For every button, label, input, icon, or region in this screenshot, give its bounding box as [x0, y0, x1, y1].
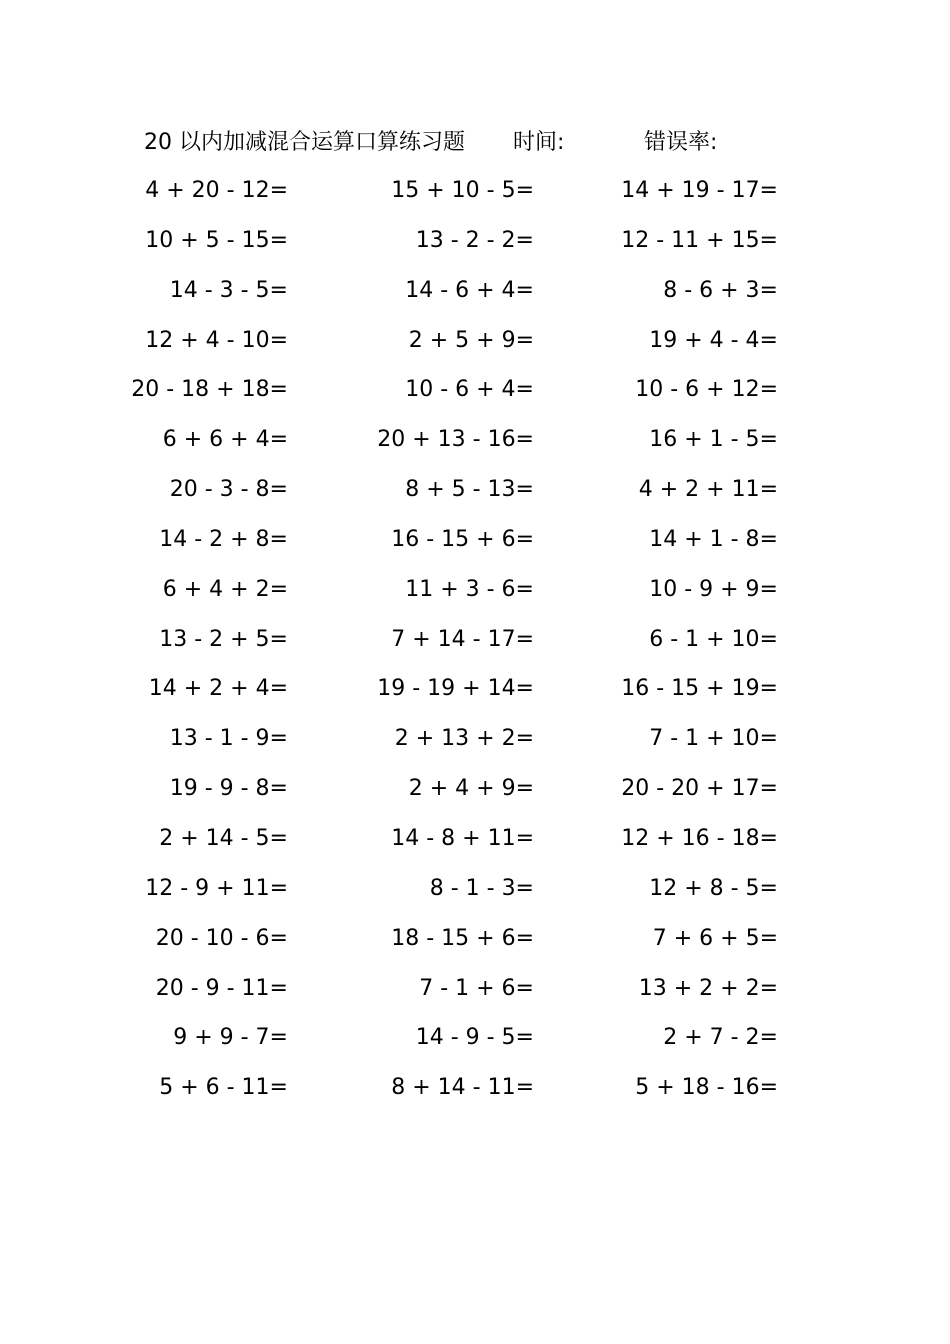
worksheet-header	[144, 126, 844, 160]
problem-item: 7 - 1 + 10=	[649, 726, 778, 752]
problem-item: 7 + 14 - 17=	[391, 626, 534, 652]
problem-item: 7 - 1 + 6=	[419, 975, 534, 1001]
problem-item: 20 - 9 - 11=	[155, 975, 288, 1001]
problem-item: 13 - 1 - 9=	[169, 726, 288, 752]
problem-item: 12 + 8 - 5=	[649, 875, 778, 901]
problem-item: 4 + 2 + 11=	[638, 477, 778, 503]
problem-item: 14 + 19 - 17=	[621, 178, 778, 203]
problem-item: 12 - 11 + 15=	[621, 227, 778, 253]
problem-item: 14 - 2 + 8=	[159, 526, 288, 552]
problem-item: 7 + 6 + 5=	[652, 925, 778, 951]
problem-item: 14 + 2 + 4=	[148, 676, 288, 702]
problem-item: 6 + 4 + 2=	[162, 576, 288, 602]
problem-item: 6 - 1 + 10=	[649, 626, 778, 652]
problem-item: 14 - 8 + 11=	[391, 825, 534, 851]
problem-item: 20 + 13 - 16=	[377, 427, 534, 453]
problem-item: 20 - 10 - 6=	[155, 925, 288, 951]
problem-item: 15 + 10 - 5=	[391, 178, 534, 203]
problem-item: 11 + 3 - 6=	[405, 576, 534, 602]
error-rate-label: 错误率:	[644, 130, 718, 155]
problem-item: 6 + 6 + 4=	[162, 427, 288, 453]
problem-item: 5 + 18 - 16=	[635, 1075, 778, 1101]
problem-item: 14 - 9 - 5=	[415, 1025, 534, 1051]
problem-column-3	[570, 174, 790, 1121]
problem-item: 10 + 5 - 15=	[145, 227, 288, 253]
problem-item: 9 + 9 - 7=	[173, 1025, 288, 1051]
problem-item: 13 + 2 + 2=	[638, 975, 778, 1001]
problem-item: 12 - 9 + 11=	[145, 875, 288, 901]
problem-item: 12 + 16 - 18=	[621, 825, 778, 851]
problem-item: 14 - 3 - 5=	[169, 277, 288, 303]
problem-item: 8 - 6 + 3=	[663, 277, 778, 303]
problem-item: 8 + 14 - 11=	[391, 1075, 534, 1101]
worksheet-title: 20 以内加减混合运算口算练习题	[144, 130, 465, 155]
problem-item: 13 - 2 - 2=	[415, 227, 534, 253]
problem-item: 10 - 6 + 4=	[405, 377, 534, 403]
problem-item: 2 + 7 - 2=	[663, 1025, 778, 1051]
problem-item: 2 + 13 + 2=	[394, 726, 534, 752]
problem-item: 18 - 15 + 6=	[391, 925, 534, 951]
problem-item: 10 - 9 + 9=	[649, 576, 778, 602]
problem-item: 2 + 5 + 9=	[408, 327, 534, 353]
problem-item: 10 - 6 + 12=	[635, 377, 778, 403]
problem-item: 19 + 4 - 4=	[649, 327, 778, 353]
problem-item: 2 + 4 + 9=	[408, 776, 534, 802]
problem-item: 14 - 6 + 4=	[405, 277, 534, 303]
problem-item: 20 - 20 + 17=	[621, 776, 778, 802]
problem-column-1	[76, 174, 296, 1121]
problem-item: 20 - 3 - 8=	[169, 477, 288, 503]
problem-item: 13 - 2 + 5=	[159, 626, 288, 652]
problem-item: 19 - 19 + 14=	[377, 676, 534, 702]
problem-item: 8 - 1 - 3=	[429, 875, 534, 901]
problem-item: 2 + 14 - 5=	[159, 825, 288, 851]
problem-item: 12 + 4 - 10=	[145, 327, 288, 353]
problem-item: 20 - 18 + 18=	[131, 377, 288, 403]
problem-item: 4 + 20 - 12=	[145, 178, 288, 203]
problem-item: 19 - 9 - 8=	[169, 776, 288, 802]
problem-item: 14 + 1 - 8=	[649, 526, 778, 552]
problem-item: 16 - 15 + 6=	[391, 526, 534, 552]
problem-item: 16 - 15 + 19=	[621, 676, 778, 702]
problem-item: 16 + 1 - 5=	[649, 427, 778, 453]
problem-item: 8 + 5 - 13=	[405, 477, 534, 503]
time-label: 时间:	[513, 130, 565, 155]
problem-column-2	[322, 174, 542, 1121]
problem-item: 5 + 6 - 11=	[159, 1075, 288, 1101]
